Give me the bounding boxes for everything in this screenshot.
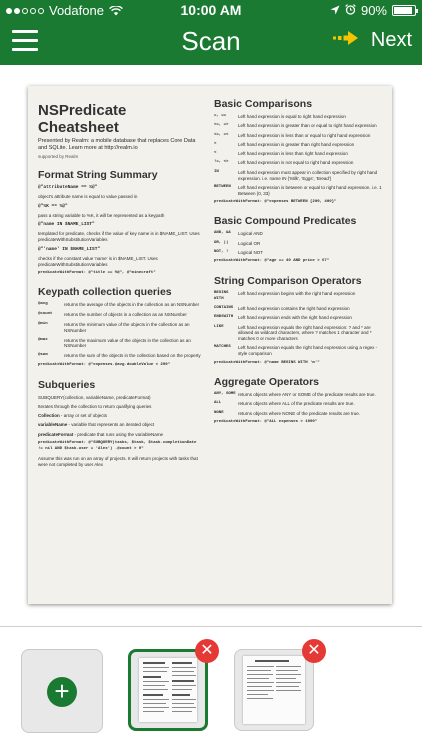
operator-description: Left hand expression is not equal to right hand expression	[238, 160, 354, 166]
operator-keyword: LIKE	[214, 324, 224, 329]
cheatsheet-row	[214, 142, 386, 148]
format-code: @"name IN $NAME_LIST"	[38, 222, 95, 228]
format-code: @"%K == %@"	[38, 203, 68, 209]
dashed-arrow-right-icon	[333, 30, 359, 51]
page-tray	[0, 627, 422, 750]
next-label: Next	[370, 29, 412, 51]
compound-example: predicateWithFormat: @"age == 40 AND price > 67"	[214, 259, 330, 264]
alarm-clock-icon	[345, 3, 356, 18]
cheatsheet-row	[214, 160, 386, 166]
operator-description: Left hand expression must appear in collection specified by right hand expression. i.e. name IN {'Milk', 'Eggs', 'Bread'}	[238, 169, 378, 181]
scanned-document[interactable]	[28, 86, 392, 604]
operator-description: returns the number of objects in a collection as an NSNumber	[64, 312, 187, 318]
operator-keyword: @avg	[38, 302, 48, 307]
close-x-icon: ✕	[200, 642, 214, 659]
operator-description: returns the minimum value of the objects in the collection as an NSNumber	[64, 322, 190, 333]
plus-icon: +	[47, 677, 77, 707]
operator-keyword: @min	[38, 322, 48, 327]
battery-percent: 90%	[360, 3, 387, 18]
operator-description: Logical OR	[238, 240, 261, 246]
operator-keyword: CONTAINS	[214, 305, 234, 310]
cheatsheet-row	[214, 392, 386, 398]
operator-keyword: BETWEEN	[214, 184, 231, 189]
section-heading-keypath: Keypath collection queries	[38, 286, 172, 299]
cheatsheet-row	[214, 231, 386, 237]
cheatsheet-row	[38, 353, 203, 359]
operator-description: Left hand expression ends with the right hand expression	[238, 315, 352, 321]
document-title: NSPredicate Cheatsheet	[38, 102, 127, 136]
section-heading-subqueries: Subqueries	[38, 378, 96, 391]
operator-description: returns objects where NONE of the predicate results are true.	[238, 410, 361, 416]
operator-description: Left hand expression contains the right hand expression	[238, 305, 350, 311]
format-description: pass a string variable to %K, it will be represented as a keypath	[38, 212, 165, 218]
subquery-note: Assume this was run on an array of projects. It will return projects with tasks that were not completed by user Alex	[38, 456, 198, 467]
cheatsheet-row	[214, 401, 386, 407]
status-right-group	[330, 3, 416, 18]
format-description: checks if the constant value 'name' is in $NAME_LIST. Uses predicateWithSubstitutionVariables	[38, 255, 158, 267]
string-ops-list	[214, 291, 386, 357]
navigation-bar	[0, 20, 422, 65]
aggregate-list	[214, 392, 386, 416]
operator-description: Logical AND	[238, 231, 263, 237]
page-thumbnail-2[interactable]	[234, 649, 314, 731]
section-heading-compound: Basic Compound Predicates	[214, 215, 357, 228]
cheatsheet-row	[214, 325, 386, 342]
operator-keyword: NONE	[214, 410, 224, 415]
operator-description: returns the maximum value of the objects in the collection as an NSNumber	[64, 337, 191, 349]
operator-keyword: >	[214, 141, 217, 146]
subquery-collection: Collection - array or set of objects	[38, 413, 108, 419]
cheatsheet-row	[214, 306, 386, 312]
format-code: @"'name' IN $NAME_LIST"	[38, 246, 101, 252]
cheatsheet-row	[38, 338, 203, 350]
keypath-list	[38, 302, 203, 359]
basic-comparisons-example: predicateWithFormat: @"expenses BETWEEN {200, 400}"	[214, 199, 337, 204]
operator-description: Left hand expression equals the right hand expression using a regex - style comparison	[238, 345, 378, 357]
cheatsheet-row	[214, 151, 386, 157]
format-string-list	[38, 185, 203, 267]
thumbnail-page-image	[139, 658, 197, 722]
operator-keyword: <=, =<	[214, 132, 229, 137]
operator-description: Left hand expression equals the right hand expression: ? and * are allowed as wildcard characters, where ? matches 1 character and * matches 0 or more characters	[238, 324, 372, 342]
status-time: 10:00 AM	[180, 2, 242, 18]
format-code: @"attributeName == %@"	[38, 185, 98, 190]
cheatsheet-row	[214, 315, 386, 321]
document-subtitle: Presented by Realm: a mobile database that replaces Core Data and SQLite. Learn more at http://realm.io	[38, 138, 196, 151]
compound-list	[214, 231, 386, 255]
battery-icon	[392, 5, 416, 16]
format-description: object's attribute name is equal to value passed in	[38, 194, 138, 200]
operator-keyword: @max	[38, 337, 48, 342]
operator-description: returns objects where ANY or SOME of the predicate results are true.	[238, 392, 376, 398]
status-bar	[0, 0, 422, 20]
cheatsheet-row	[38, 322, 203, 334]
operator-description: Left hand expression is less than or equal to right hand expression	[238, 132, 371, 138]
page-title: Scan	[181, 26, 241, 56]
operator-keyword: MATCHES	[214, 345, 231, 350]
section-heading-string-ops: String Comparison Operators	[214, 274, 362, 287]
operator-keyword: ENDSWITH	[214, 315, 234, 320]
document-left-column	[38, 94, 203, 471]
supported-by-label: supported by Realm	[38, 154, 79, 159]
operator-description: Left hand expression begins with the right hand expression	[238, 290, 356, 296]
cheatsheet-row	[214, 291, 386, 303]
operator-description: Left hand expression is greater than or equal to right hand expression	[238, 123, 377, 129]
cheatsheet-row	[214, 170, 386, 182]
section-heading-aggregate: Aggregate Operators	[214, 376, 320, 389]
operator-keyword: OR, ||	[214, 240, 229, 245]
operator-description: returns the average of the objects in the collection as an NSNumber	[64, 302, 200, 308]
operator-keyword: NOT, !	[214, 250, 229, 255]
subquery-example: predicateWithFormat: @"SUBQUERY(tasks, $task, $task.completionDate != nil AND $task.user = 'Alex') .@count > 0"	[38, 441, 197, 451]
basic-comparisons-list	[214, 114, 386, 196]
cheatsheet-row	[214, 241, 386, 247]
operator-keyword: @sum	[38, 353, 48, 358]
operator-description: Left hand expression is between or equal to right hand expression. i.e. 1 Between {0, 33}	[238, 184, 382, 196]
keypath-example: predicateWithFormat: @"expenses.@avg.doubleValue < 200"	[38, 363, 171, 368]
page-thumbnail-1[interactable]	[128, 649, 208, 731]
operator-keyword: !=, <>	[214, 160, 229, 165]
operator-keyword: BEGINS WITH	[214, 290, 229, 301]
cheatsheet-row	[38, 312, 203, 318]
operator-keyword: =, ==	[214, 114, 227, 118]
operator-description: returns the sum of the objects in the collection based on the property	[64, 353, 201, 359]
operator-keyword: IN	[214, 169, 219, 174]
location-arrow-icon	[330, 3, 340, 18]
add-page-button[interactable]	[21, 649, 103, 733]
document-right-column	[214, 94, 386, 429]
thumbnail-page-image	[243, 656, 305, 724]
operator-description: Left hand expression is less than right hand expression	[238, 151, 348, 157]
operator-description: returns objects where ALL of the predicate results are true.	[238, 401, 355, 407]
format-description: templated for predicate, checks if the value of key name is in $NAME_LIST. Uses predicateWithSubstitutionVariables	[38, 231, 200, 243]
next-button[interactable]	[333, 29, 412, 52]
cheatsheet-row	[214, 250, 386, 256]
operator-description: Left hand expression is equal to right hand expression	[238, 114, 346, 119]
carrier-name: Vodafone	[49, 3, 104, 18]
cheatsheet-row	[214, 185, 386, 197]
cheatsheet-row	[214, 133, 386, 139]
cheatsheet-row	[38, 302, 203, 308]
delete-page-2-button[interactable]	[302, 639, 326, 663]
cheatsheet-row	[214, 123, 386, 129]
scan-preview-area	[0, 65, 422, 622]
cheatsheet-row	[214, 345, 386, 357]
section-heading-format-string: Format String Summary	[38, 169, 158, 181]
cheatsheet-row	[214, 411, 386, 417]
operator-keyword: AND, &&	[214, 231, 231, 236]
operator-keyword: <	[214, 151, 217, 156]
string-ops-example: predicateWithFormat: @"name BEGINS WITH 'm'"	[214, 360, 320, 365]
operator-keyword: ANY, SOME	[214, 392, 236, 397]
aggregate-example: predicateWithFormat: @"ALL expenses > 1000"	[214, 419, 318, 424]
subquery-predicate: predicateFormat - predicate that runs using the variableName	[38, 431, 164, 437]
operator-description: Logical NOT	[238, 250, 264, 256]
operator-keyword: ALL	[214, 401, 222, 406]
format-string-example: predicateWithFormat: @"title == %@", @"minecraft"	[38, 270, 156, 275]
subquery-description: Iterates through the collection to return qualifying queries	[38, 403, 152, 409]
delete-page-1-button[interactable]	[195, 639, 219, 663]
close-x-icon: ✕	[307, 642, 321, 659]
operator-keyword: @count	[38, 312, 53, 317]
cheatsheet-row	[214, 114, 386, 120]
operator-keyword: >=, =>	[214, 123, 229, 128]
operator-description: Left hand expression is greater than right hand expression	[238, 141, 355, 147]
subquery-variable: variableName - variable that represents an iterated object	[38, 422, 155, 428]
section-heading-basic-comparisons: Basic Comparisons	[214, 98, 313, 110]
subquery-signature: SUBQUERY(collection, variableName, predicateFormat)	[38, 394, 151, 400]
